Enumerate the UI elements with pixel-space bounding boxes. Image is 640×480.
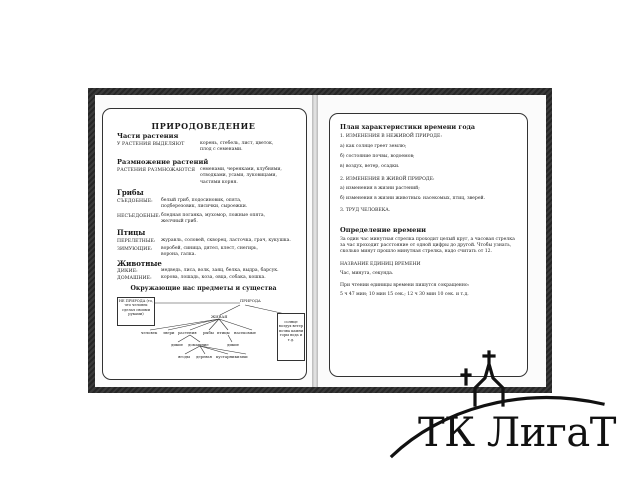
text-wild: медведь, лиса, волк, заяц, белка, выдра, барсук. (161, 268, 279, 273)
node-mosses: мхи (240, 354, 248, 359)
right-page-title: План характеристики времени года (340, 123, 475, 131)
node-berries: ягоды (178, 354, 191, 359)
label-wild: ДИКИЕ: (117, 269, 138, 274)
node-living: ЖИВАЯ (211, 314, 228, 319)
node-insects: насекомые (234, 330, 257, 335)
text-wintering: воробей, синица, дятел, клест, снегирь, ворона, галка. (161, 246, 258, 258)
heading-reproduction: Размножение растений (117, 158, 209, 166)
box-nonliving-list: солнце воздух ветер почва камни горы вода и т.д. (277, 313, 305, 361)
label-domestic: ДОМАШНИЕ: (117, 276, 152, 281)
time-abbr: 5 ч 47 мин; 10 мин 15 сек.; 12 ч 30 мин 10 сек. и т.д. (340, 292, 469, 297)
label-wintering: ЗИМУЮЩИЕ: (117, 247, 153, 252)
left-page-title: ПРИРОДОВЕДЕНИЕ (151, 121, 256, 131)
text-plant-parts: корень, стебель, лист, цветок, плод с семенами. (200, 141, 274, 153)
label-plant-parts: У РАСТЕНИЯ ВЫДЕЛЯЮТ (117, 142, 185, 147)
heading-birds: Птицы (117, 228, 146, 237)
logo-text: ТК ЛигаТ (418, 410, 616, 456)
text-reproduction: семенами, черенками, клубнями, отводками, усами, луковицами, частями корня. (200, 167, 282, 185)
heading-animals: Животные (117, 259, 162, 268)
heading-fungi: Грибы (117, 188, 144, 197)
text-migratory: журавль, соловей, скворец, ласточка, грач, кукушка. (161, 238, 291, 243)
plan-item: а) как солнце греет землю; (340, 144, 407, 149)
label-inedible: НЕСЪЕДОБНЫЕ: (117, 214, 161, 219)
node-birds-wild: дикие (227, 342, 240, 347)
plan-item: 2. ИЗМЕНЕНИЯ В ЖИВОЙ ПРИРОДЕ: (340, 177, 435, 182)
node-plants-domestic: домашние (188, 342, 209, 347)
text-domestic: корова, лошадь, коза, овца, собака, кошка. (161, 275, 266, 280)
node-plants-wild: дикие (171, 342, 184, 347)
node-trees: деревья (196, 354, 212, 359)
text-inedible: бледная поганка, мухомор, ложные опята, желчный гриб. (161, 213, 266, 225)
time-units: Час, минута, секунда. (340, 271, 394, 276)
heading-plant-parts: Части растения (117, 132, 179, 140)
box-man-made: НЕ ПРИРОДА (то, что человек сделал своими руками) (117, 297, 155, 326)
node-fish: рыбы (203, 330, 214, 335)
time-units-label: НАЗВАНИЕ ЕДИНИЦ ВРЕМЕНИ (340, 262, 421, 267)
plan-item: 1. ИЗМЕНЕНИЯ В НЕЖИВОЙ ПРИРОДЕ: (340, 134, 442, 139)
node-beasts: звери (163, 330, 175, 335)
text-edible: белый гриб, подосиновик, опята, подберезовик, лисички, сыроежки. (161, 198, 248, 210)
node-birds: птицы (217, 330, 230, 335)
label-edible: СЪЕДОБНЫЕ: (117, 199, 153, 204)
label-migratory: ПЕРЕЛЕТНЫЕ: (117, 239, 156, 244)
diagram-title: Окружающие нас предметы и существа (130, 285, 277, 292)
node-human: человек (141, 330, 158, 335)
plan-item: б) состояние почвы, водоемов; (340, 154, 415, 159)
plan-item: в) воздух, ветер, осадки. (340, 164, 400, 169)
node-shrubs: кустарники (216, 354, 240, 359)
plan-item: 3. ТРУД ЧЕЛОВЕКА. (340, 208, 391, 213)
plan-item: а) изменения в жизни растений; (340, 186, 420, 191)
time-abbr-label: При чтении единицы времени пишутся сокращенно: (340, 283, 470, 288)
node-nature: ПРИРОДА (240, 298, 261, 303)
plan-item: б) изменения в жизни животных: насекомых, птиц, зверей. (340, 196, 486, 201)
time-paragraph: За один час минутная стрелка проходит целый круг, а часовая стрелка за час проходит расстояние от одной цифры до другой. Чтобы узнать, сколько минут прошло минутная стрелка, надо считать от 12. (340, 237, 515, 255)
label-reproduction: РАСТЕНИЯ РАЗМНОЖАЮТСЯ (117, 168, 196, 173)
node-plants: растения (178, 330, 197, 335)
time-heading: Определение времени (340, 226, 427, 234)
